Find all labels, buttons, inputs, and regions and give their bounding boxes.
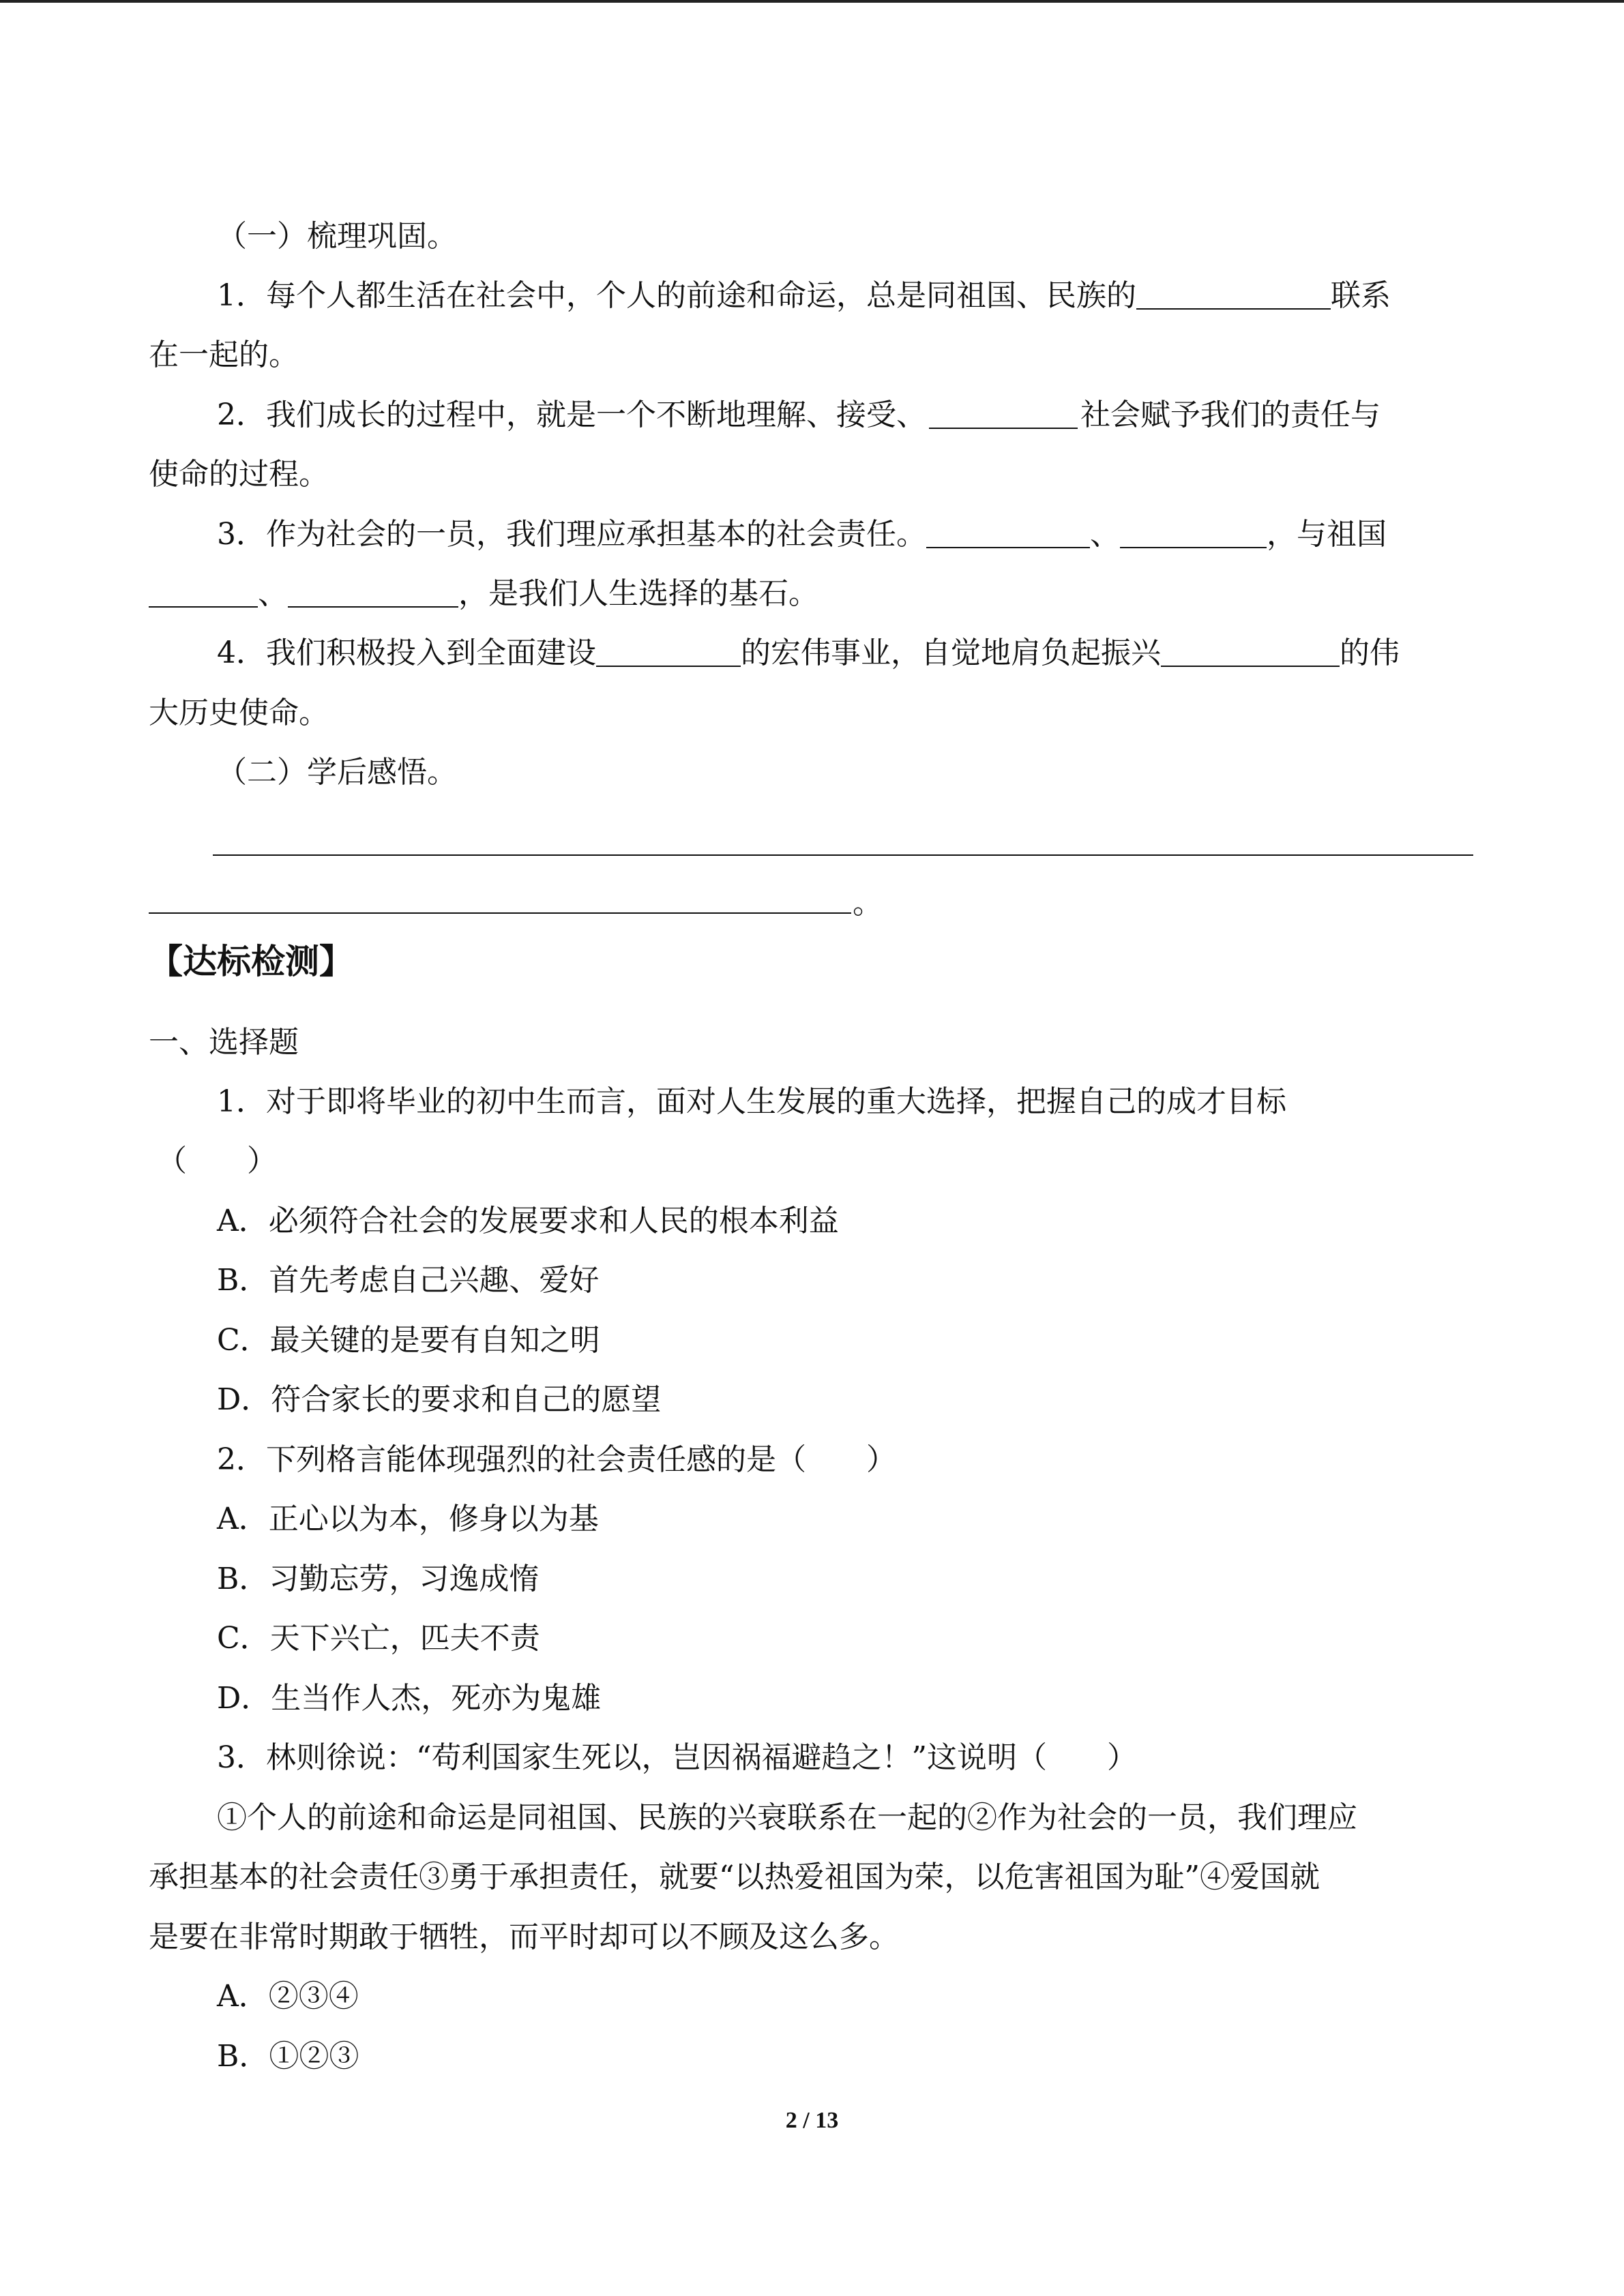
- part-title-choice: 一、选择题: [149, 1025, 299, 1060]
- review-q1-line2: 在一起的。: [149, 338, 299, 372]
- review-q4-line1: 4．我们积极投入到全面建设 的宏伟事业，自觉地肩负起振兴 的伟: [217, 636, 1400, 670]
- question-1-bracket: （ ）: [157, 1144, 277, 1178]
- fill-blank-q3-2[interactable]: [1120, 517, 1267, 548]
- question-2-stem: 2．下列格言能体现强烈的社会责任感的是（ ）: [217, 1442, 896, 1477]
- question-2-option-b[interactable]: B．习勤忘劳，习逸成惰: [217, 1562, 540, 1596]
- question-1-option-d[interactable]: D．符合家长的要求和自己的愿望: [217, 1382, 662, 1417]
- question-2-option-d[interactable]: D．生当作人杰，死亦为鬼雄: [217, 1681, 602, 1716]
- question-1-option-c[interactable]: C．最关键的是要有自知之明: [217, 1323, 600, 1358]
- question-3-option-a[interactable]: A．②③④: [217, 1979, 359, 2014]
- top-border: [0, 0, 1624, 3]
- question-2-option-c[interactable]: C．天下兴亡，匹夫不责: [217, 1621, 540, 1656]
- fill-blank-q3-3[interactable]: [149, 576, 258, 608]
- question-3-statement-line-3: 是要在非常时期敢于牺牲，而平时却可以不顾及这么多。: [149, 1920, 899, 1954]
- question-3-stem: 3．林则徐说：“苟利国家生死以，岂因祸福避趋之！”这说明（ ）: [217, 1740, 1137, 1775]
- question-3-statement-line-2: 承担基本的社会责任③勇于承担责任，就要“以热爱祖国为荣，以危害祖国为耻”④爱国就: [149, 1860, 1320, 1894]
- reflection-end-mark: 。: [853, 886, 883, 921]
- fill-blank-q4-2[interactable]: [1161, 636, 1340, 667]
- fill-blank-q4-1[interactable]: [596, 636, 741, 667]
- review-q4-line2: 大历史使命。: [149, 696, 329, 730]
- reflection-answer-line-2[interactable]: [149, 912, 851, 914]
- fill-blank-q2[interactable]: [929, 398, 1078, 429]
- section-heading-test: 【达标检测】: [149, 942, 353, 981]
- review-q3-line1: 3．作为社会的一员，我们理应承担基本的社会责任。 、 ，与祖国: [217, 517, 1387, 552]
- fill-blank-q3-4[interactable]: [288, 576, 458, 608]
- question-1-option-a[interactable]: A．必须符合社会的发展要求和人民的根本利益: [217, 1204, 839, 1238]
- page-number: 2 / 13: [785, 2108, 839, 2133]
- question-2-option-a[interactable]: A．正心以为本，修身以为基: [217, 1502, 599, 1536]
- fill-blank-q1[interactable]: [1136, 278, 1331, 310]
- fill-blank-q3-1[interactable]: [926, 517, 1090, 548]
- question-1-stem: 1．对于即将毕业的初中生而言，面对人生发展的重大选择，把握自己的成才目标: [217, 1084, 1286, 1119]
- reflection-title: （二）学后感悟。: [217, 755, 457, 790]
- question-1-option-b[interactable]: B．首先考虑自己兴趣、爱好: [217, 1263, 600, 1298]
- review-q2-line1: 2．我们成长的过程中，就是一个不断地理解、接受、 社会赋予我们的责任与: [217, 398, 1381, 432]
- review-q2-line2: 使命的过程。: [149, 457, 329, 492]
- reflection-answer-line-1[interactable]: [213, 854, 1473, 856]
- review-title: （一）梳理巩固。: [217, 219, 457, 254]
- question-3-statement-line-1: ①个人的前途和命运是同祖国、民族的兴衰联系在一起的②作为社会的一员，我们理应: [217, 1800, 1357, 1835]
- review-q1-line1: 1．每个人都生活在社会中，个人的前途和命运，总是同祖国、民族的 联系: [217, 278, 1391, 313]
- review-q3-line2: 、 ，是我们人生选择的基石。: [0, 573, 1624, 615]
- question-3-option-b[interactable]: B．①②③: [217, 2039, 359, 2074]
